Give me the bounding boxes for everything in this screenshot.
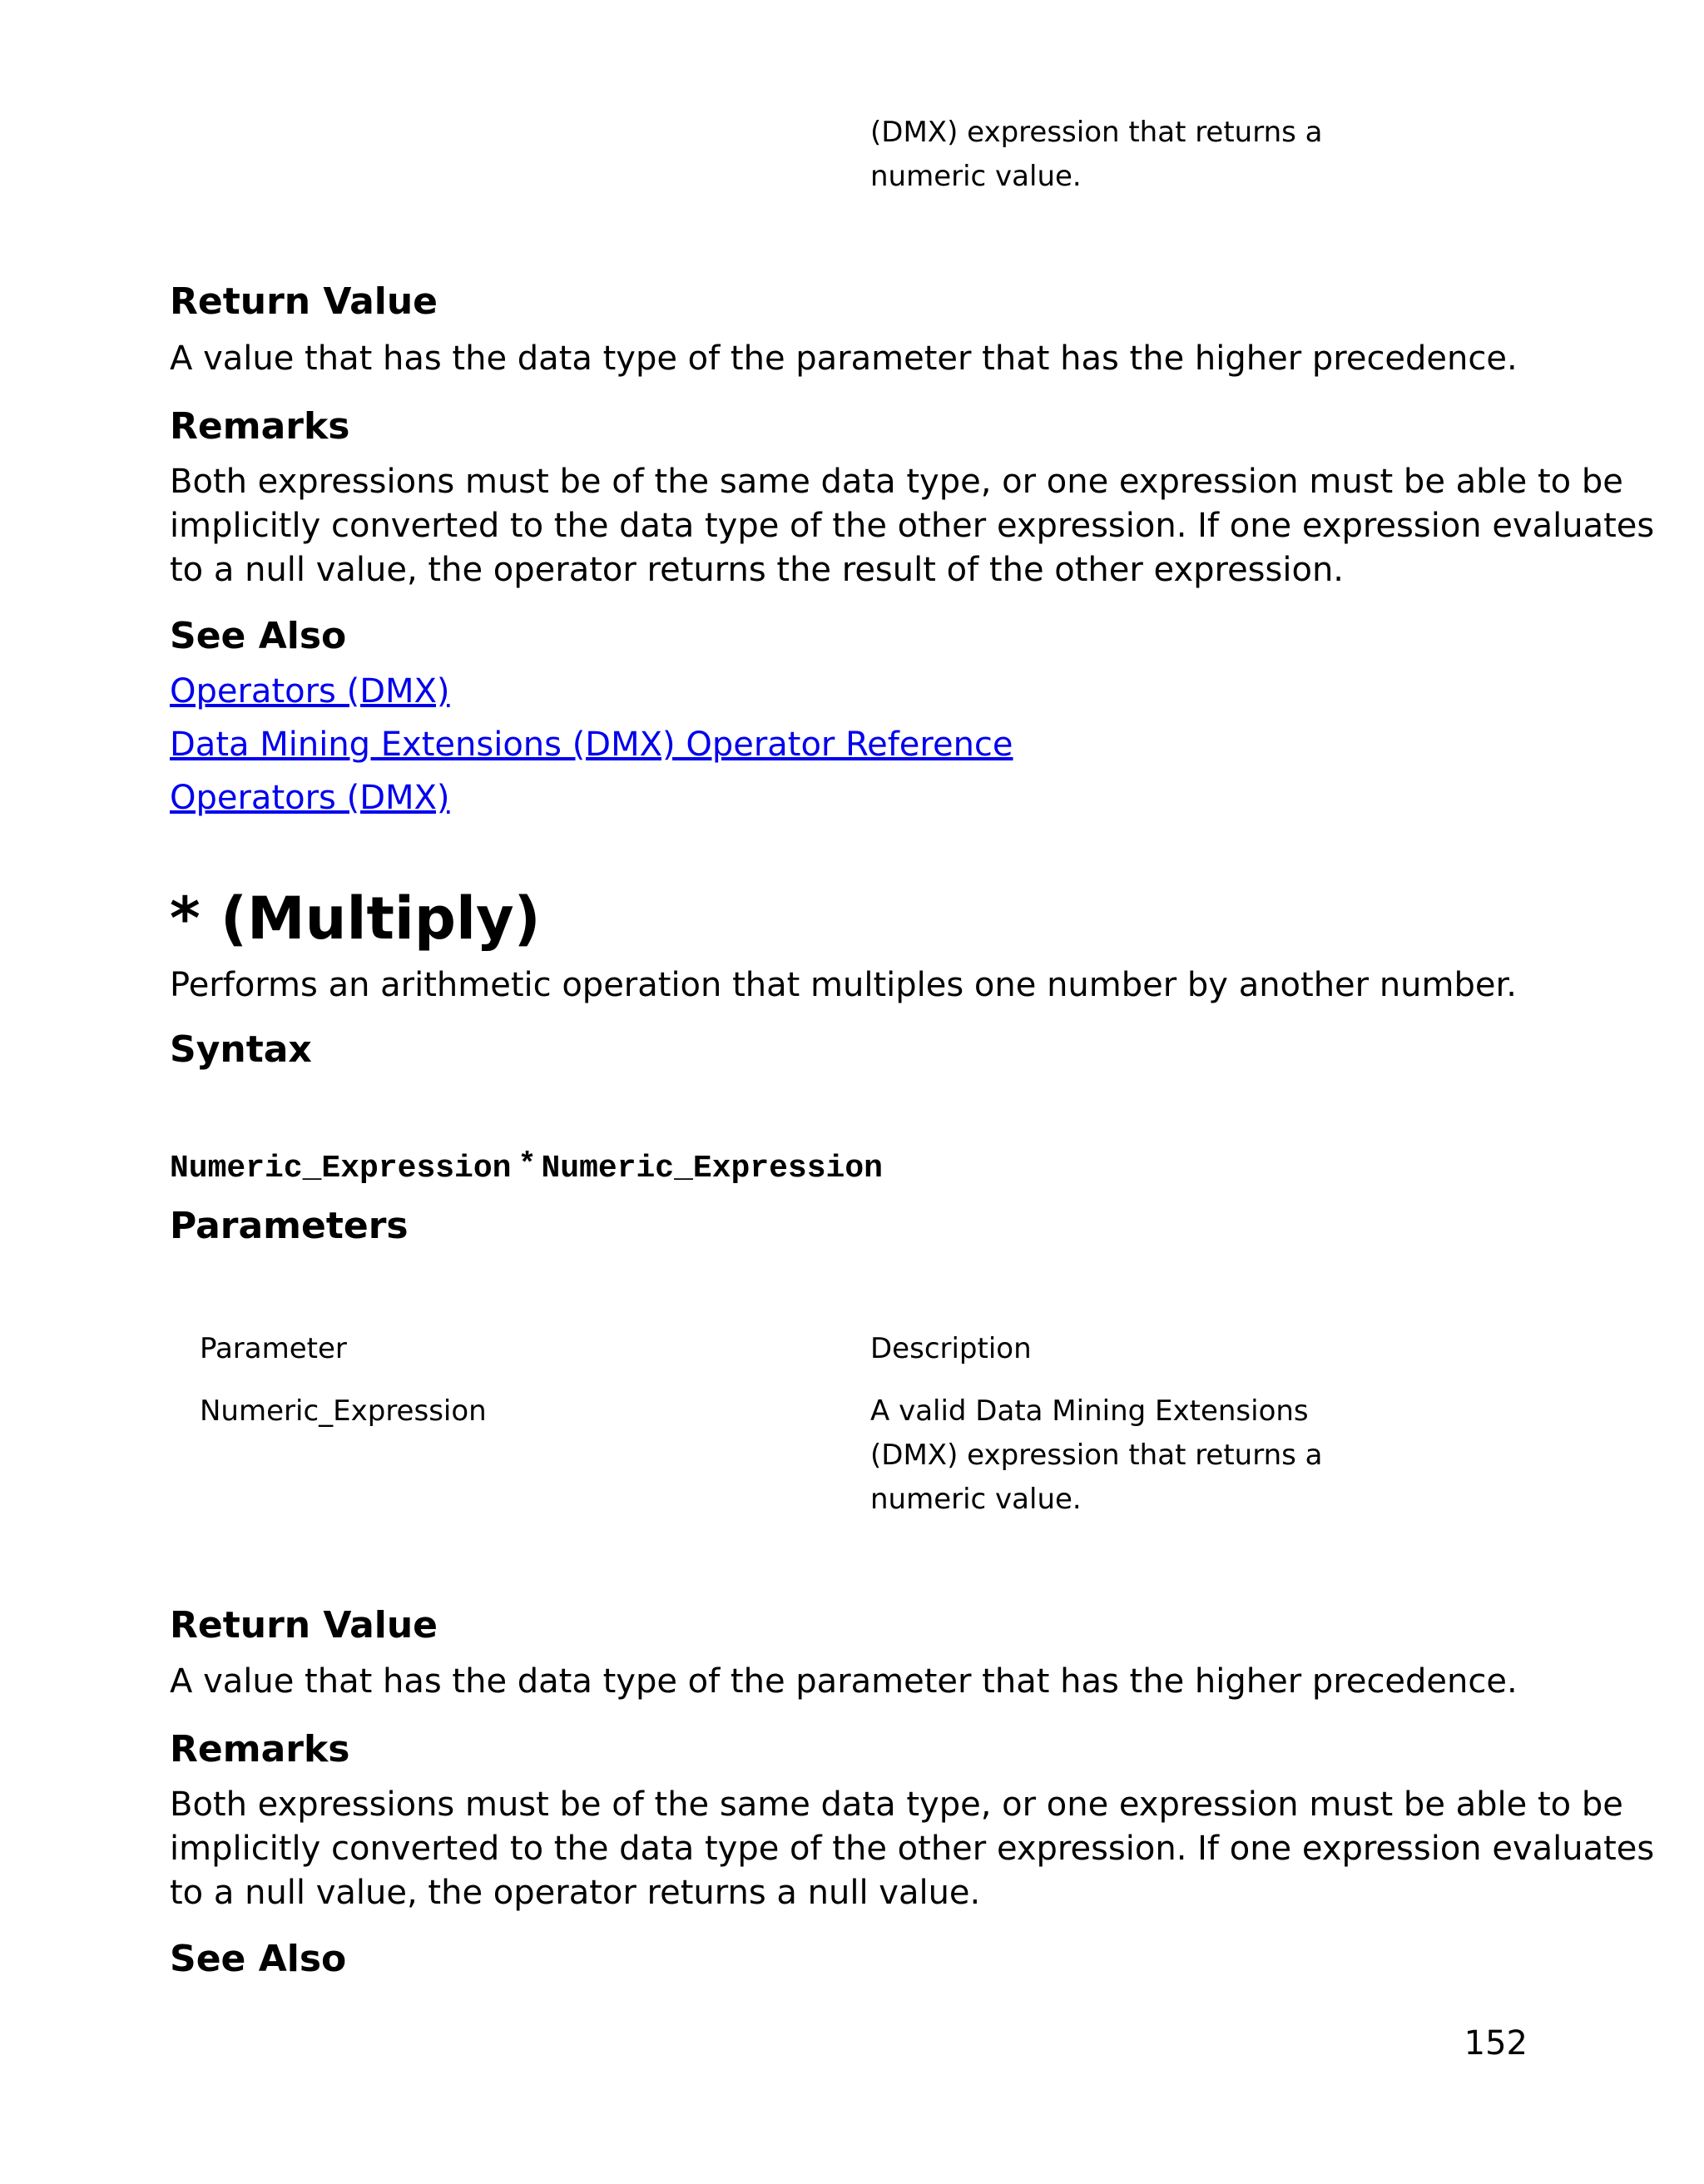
remarks-heading: Remarks	[170, 1728, 350, 1770]
remarks-line: to a null value, the operator returns the result of the other expression.	[170, 551, 1345, 589]
see-also-links	[170, 670, 1013, 820]
return-value-heading: Return Value	[170, 280, 438, 323]
syntax-operator: *	[521, 1144, 533, 1178]
remarks-line: to a null value, the operator returns a null value.	[170, 1874, 981, 1912]
desc-line: numeric value.	[870, 160, 1082, 193]
link-operators-dmx[interactable]: Operators (DMX)	[170, 779, 450, 817]
summary-text: Performs an arithmetic operation that multiples one number by another number.	[170, 966, 1517, 1004]
param-desc-continuation	[870, 111, 1323, 199]
see-also-heading: See Also	[170, 1938, 347, 1980]
remarks-line: implicitly converted to the data type of the other expression. If one expression evaluates	[170, 507, 1655, 545]
remarks-text	[170, 460, 1655, 592]
return-value-heading: Return Value	[170, 1604, 438, 1647]
desc-line: (DMX) expression that returns a	[870, 1439, 1323, 1472]
page-title: * (Multiply)	[170, 884, 541, 953]
table-header-description: Description	[870, 1332, 1032, 1365]
table-cell-parameter: Numeric_Expression	[200, 1394, 487, 1428]
syntax-heading: Syntax	[170, 1028, 312, 1071]
table-cell-description	[870, 1389, 1323, 1522]
remarks-line: Both expressions must be of the same data type, or one expression must be able to be	[170, 463, 1623, 501]
see-also-heading: See Also	[170, 615, 347, 657]
desc-line: numeric value.	[870, 1483, 1082, 1516]
syntax-right-operand: Numeric_Expression	[541, 1151, 883, 1186]
parameters-heading: Parameters	[170, 1205, 409, 1247]
page-number: 152	[1464, 2024, 1528, 2063]
return-value-text: A value that has the data type of the parameter that has the higher precedence.	[170, 1662, 1518, 1701]
link-operators-dmx[interactable]: Operators (DMX)	[170, 672, 450, 711]
syntax-left-operand: Numeric_Expression	[170, 1151, 512, 1186]
syntax-code	[170, 1141, 883, 1190]
link-dmx-operator-reference[interactable]: Data Mining Extensions (DMX) Operator Reference	[170, 726, 1013, 764]
desc-line: A valid Data Mining Extensions	[870, 1394, 1309, 1428]
remarks-heading: Remarks	[170, 405, 350, 448]
desc-line: (DMX) expression that returns a	[870, 116, 1323, 149]
remarks-text	[170, 1783, 1655, 1915]
table-header-parameter: Parameter	[200, 1332, 347, 1365]
remarks-line: Both expressions must be of the same data type, or one expression must be able to be	[170, 1785, 1623, 1824]
return-value-text: A value that has the data type of the parameter that has the higher precedence.	[170, 339, 1518, 378]
remarks-line: implicitly converted to the data type of the other expression. If one expression evaluates	[170, 1830, 1655, 1868]
